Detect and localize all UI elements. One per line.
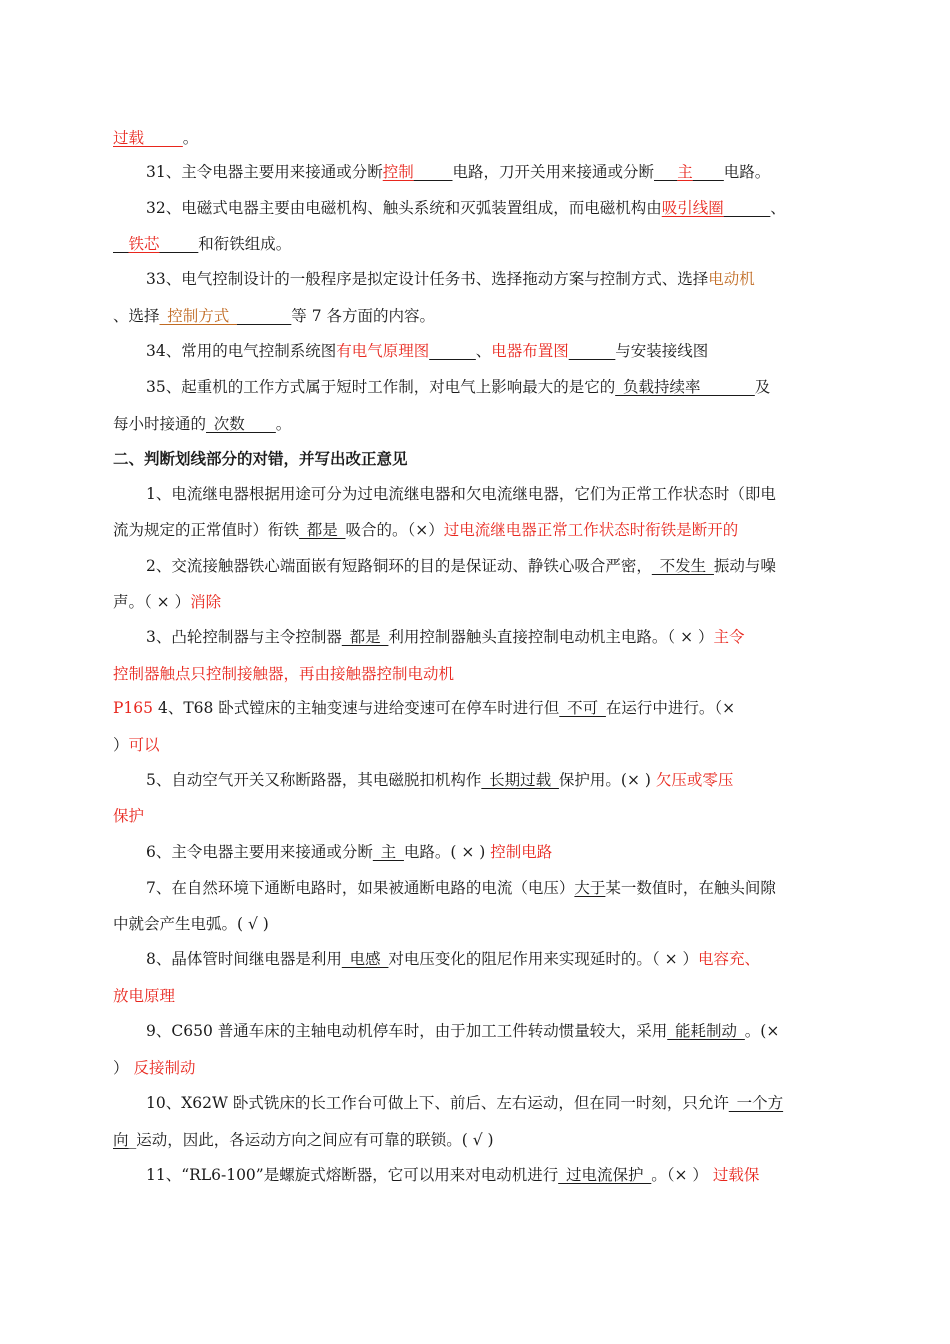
text-segment: 3、凸轮控制器与主令控制器 — [146, 628, 342, 646]
text-line — [113, 914, 838, 934]
text-segment: 32、电磁式电器主要由电磁机构、触头系统和灭弧装置组成，而电磁机构由 — [146, 199, 662, 217]
underlined-blank: __ — [113, 235, 129, 253]
answer-text: 电器布置图 — [491, 342, 569, 360]
text-segment: 电路，刀开关用来接通或分断 — [452, 163, 655, 181]
underlined-blank: _负载持续率_______ — [615, 378, 755, 396]
text-segment: 与安装接线图 — [615, 342, 709, 360]
text-segment: 和衔铁组成。 — [198, 235, 292, 253]
text-segment: 、 — [475, 342, 492, 360]
text-segment: 、 — [770, 199, 786, 217]
answer-text: P165 — [113, 699, 158, 717]
underlined-blank: ______ — [429, 342, 476, 360]
underlined-blank: _过电流保护_ — [558, 1166, 652, 1184]
text-segment: 。 — [275, 415, 292, 433]
text-segment: 31、主令电器主要用来接通或分断 — [146, 163, 383, 181]
text-line — [146, 484, 838, 504]
text-segment: 电路。( × ) — [403, 843, 491, 861]
answer-text: 控制电路 — [490, 843, 553, 861]
text-segment: 9、C650 普通车床的主轴电动机停车时，由于加工工件转动惯量较大，采用 — [146, 1022, 668, 1040]
underlined-blank: _都是_ — [341, 628, 389, 646]
text-segment: 1、电流继电器根据用途可分为过电流继电器和欠电流继电器，它们为正常工作状态时（即电 — [146, 485, 776, 503]
answer-text: 可以 — [128, 736, 160, 754]
text-segment: 4、T68 卧式镗床的主轴变速与进给变速可在停车时进行但 — [157, 699, 560, 717]
answer-text: 主令 — [713, 628, 745, 646]
underlined-blank: 大于 — [574, 879, 606, 897]
text-line — [146, 341, 838, 361]
answer-text: 欠压或零压 — [655, 771, 734, 789]
underlined-blank: _都是_ — [299, 521, 346, 539]
answer-text: 过载保 — [712, 1166, 760, 1184]
answer-text: _控制方式_ — [159, 307, 238, 325]
text-segment: 每小时接通的 — [113, 415, 207, 433]
answer-text: 过载 — [113, 129, 145, 147]
text-segment: 在运行中进行。（× — [605, 699, 736, 717]
answer-text: 吸引线圈 — [661, 199, 724, 217]
text-line — [146, 842, 838, 862]
text-segment: 5、自动空气开关又称断路器，其电磁脱扣机构作 — [146, 771, 482, 789]
text-line — [113, 520, 838, 540]
text-line — [113, 806, 838, 826]
underlined-blank: _次数____ — [206, 415, 276, 433]
text-segment: 8、晶体管时间继电器是利用 — [146, 950, 342, 968]
answer-text: 主 — [677, 163, 693, 181]
text-line — [113, 1058, 838, 1078]
text-segment: 利用控制器触头直接控制电动机主电路。（ × ） — [388, 628, 714, 646]
text-line — [146, 627, 838, 647]
text-line — [146, 556, 838, 576]
text-line — [113, 1130, 838, 1150]
underlined-blank: _能耗制动_ — [667, 1022, 745, 1040]
text-line — [146, 198, 838, 218]
text-segment: 、选择 — [113, 307, 160, 325]
answer-text: 有电气原理图 — [336, 342, 430, 360]
text-segment: 流为规定的正常值时）衔铁 — [113, 521, 300, 539]
text-line — [113, 592, 838, 612]
text-line — [146, 770, 838, 790]
answer-text: 放电原理 — [113, 987, 176, 1005]
text-segment: 34、常用的电气控制系统图 — [146, 342, 337, 360]
text-segment: 声。（ × ） — [113, 593, 191, 611]
text-line — [146, 878, 838, 898]
text-segment: 对电压变化的阻尼作用来实现延时的。（ × ） — [388, 950, 698, 968]
text-segment: _运动，因此，各运动方向之间应有可靠的联锁。( √ ) — [128, 1131, 494, 1149]
text-segment: ） — [113, 736, 129, 754]
text-line — [113, 735, 838, 755]
text-segment: 35、起重机的工作方式属于短时工作制，对电气上影响最大的是它的 — [146, 378, 616, 396]
underlined-blank: ___ — [654, 163, 678, 181]
answer-text: 控制器触点只控制接触器，再由接触器控制电动机 — [113, 665, 455, 683]
underlined-blank: _____ — [413, 163, 453, 181]
text-line — [146, 162, 838, 182]
text-segment: 2、交流接触器铁心端面嵌有短路铜环的目的是保证动、静铁心吸合严密， — [146, 557, 652, 575]
text-line — [113, 664, 838, 684]
section-heading — [113, 449, 838, 469]
answer-text: 保护 — [113, 807, 145, 825]
text-segment: 等 7 各方面的内容。 — [291, 307, 435, 325]
answer-text: 铁芯 — [128, 235, 160, 253]
text-segment: 振动与噪 — [713, 557, 776, 575]
underlined-blank: _不发生_ — [651, 557, 714, 575]
text-segment: 10、X62W 卧式铣床的长工作台可做上下、前后、左右运动，但在同一时刻，只允许 — [146, 1094, 729, 1112]
underlined-blank: 向 — [113, 1131, 129, 1149]
text-segment: 二、判断划线部分的对错，并写出改正意见 — [113, 449, 408, 468]
text-segment: ） — [113, 1059, 134, 1077]
text-segment: 11、“RL6-100”是螺旋式熔断器，它可以用来对电动机进行 — [146, 1166, 559, 1184]
underlined-blank: _一个方 — [728, 1094, 784, 1112]
answer-text: 控制 — [382, 163, 414, 181]
answer-text: _____ — [144, 129, 183, 147]
answer-text: 消除 — [190, 593, 222, 611]
text-segment: 吸合的。（×） — [345, 521, 444, 539]
text-segment: 7、在自然环境下通断电路时，如果被通断电路的电流（电压） — [146, 879, 575, 897]
underlined-blank: ______ — [568, 342, 616, 360]
text-segment: 及 — [754, 378, 771, 396]
text-segment: 电路。 — [723, 163, 771, 181]
underlined-blank: _不可_ — [559, 699, 606, 717]
text-line — [146, 269, 838, 289]
underlined-blank: _电感_ — [341, 950, 389, 968]
text-line — [113, 414, 838, 434]
text-segment: 。（× ） — [651, 1166, 713, 1184]
answer-text: 电容充、 — [697, 950, 760, 968]
text-line — [146, 949, 838, 969]
underlined-blank: _长期过载_ — [481, 771, 559, 789]
text-segment: 。 — [182, 129, 199, 147]
text-line — [113, 986, 838, 1006]
text-segment: 33、电气控制设计的一般程序是拟定设计任务书、选择拖动方案与控制方式、选择 — [146, 270, 709, 288]
text-line — [113, 128, 838, 148]
answer-text: 过电流继电器正常工作状态时衔铁是断开的 — [443, 521, 739, 539]
text-segment: 。(× — [744, 1022, 780, 1040]
text-segment: 保护用。(× ) — [558, 771, 656, 789]
underlined-blank: _______ — [237, 307, 292, 325]
underlined-blank: _主_ — [372, 843, 404, 861]
text-segment: 6、主令电器主要用来接通或分断 — [146, 843, 373, 861]
text-line — [146, 1021, 838, 1041]
underlined-blank: _____ — [159, 235, 199, 253]
text-line — [146, 1093, 838, 1113]
underlined-blank: ____ — [692, 163, 724, 181]
text-line — [146, 377, 838, 397]
text-segment: 中就会产生电弧。( √ ) — [113, 915, 269, 933]
text-line — [113, 698, 838, 718]
text-line — [113, 234, 838, 254]
text-segment: 某一数值时，在触头间隙 — [605, 879, 776, 897]
text-line — [146, 1165, 838, 1185]
underlined-blank: ______ — [723, 199, 771, 217]
answer-text: 电动机 — [708, 270, 755, 288]
text-line — [113, 306, 838, 326]
answer-text: 反接制动 — [133, 1059, 196, 1077]
